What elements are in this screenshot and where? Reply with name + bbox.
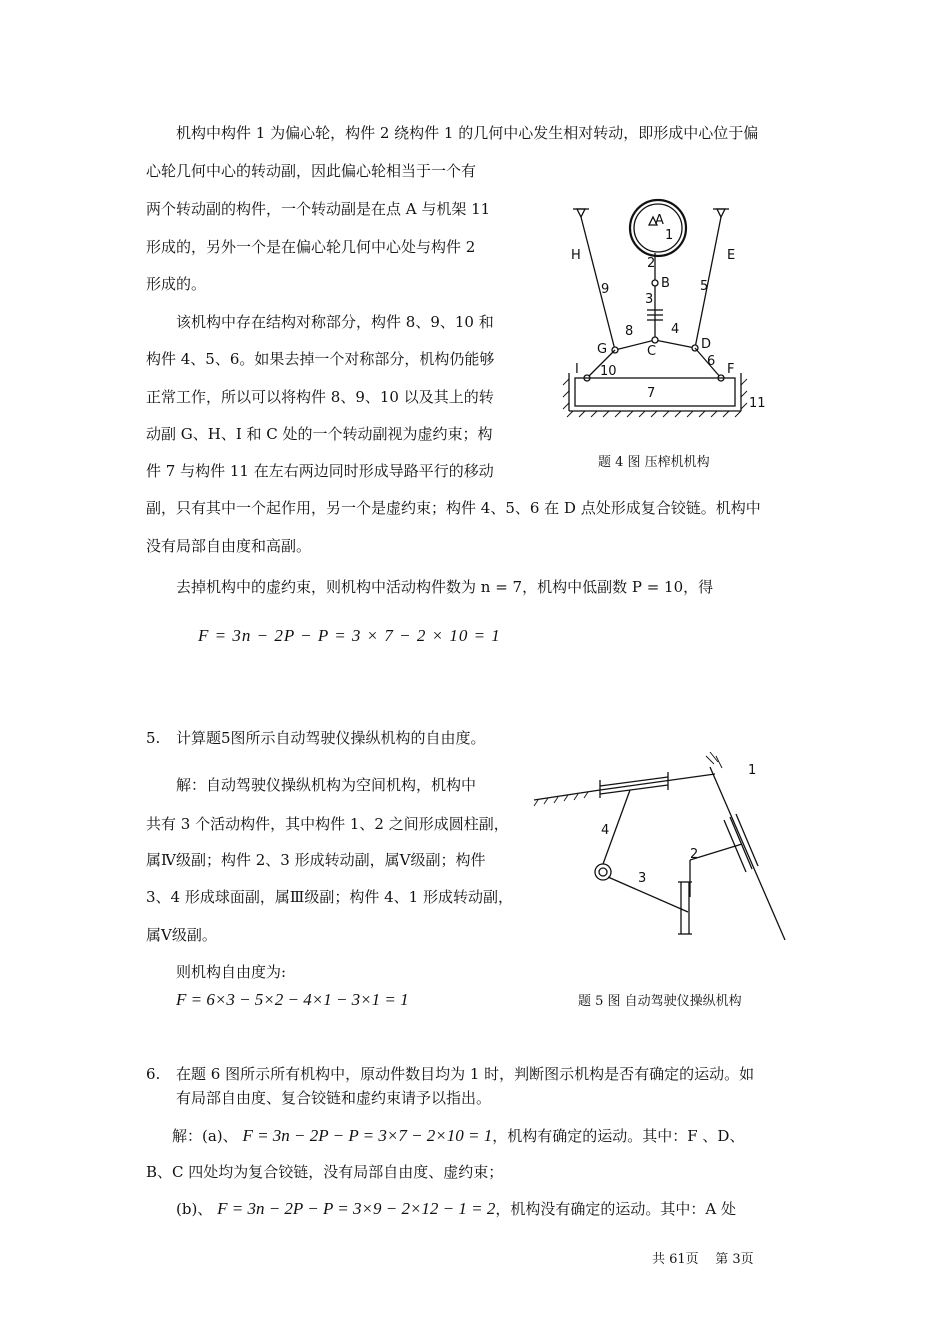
s4-p2-line3: 正常工作，所以可以将构件 8、9、10 以及其上的转 [146, 388, 494, 406]
fig5-label-3: 3 [638, 871, 647, 886]
figure-5-autopilot-mechanism [530, 752, 790, 952]
s6-a-prefix: 解：(a)、 [172, 1127, 238, 1145]
fig4-label-F: F [727, 362, 735, 377]
fig4-label-1: 1 [665, 228, 674, 243]
fig5-label-2: 2 [690, 847, 699, 862]
s6-answer-a [172, 1126, 744, 1146]
fig4-label-G: G [597, 342, 608, 357]
fig4-label-5: 5 [700, 279, 709, 294]
s5-solution-line4: 3、4 形成球面副，属Ⅲ级副；构件 4、1 形成转动副， [146, 888, 513, 906]
s4-p2-line6: 副，只有其中一个起作用，另一个是虚约束；构件 4、5、6 在 D 点处形成复合铰链。机构中 [146, 499, 761, 517]
s6-answer-b [176, 1199, 736, 1219]
s6-b-equation: F = 3n − 2P − P = 3×9 − 2×12 − 1 = 2 [217, 1199, 496, 1218]
figure-4-press-mechanism [555, 195, 775, 440]
fig4-label-2: 2 [647, 256, 656, 271]
fig4-label-B: B [661, 276, 670, 291]
s5-solution-line3: 属Ⅳ级副；构件 2、3 形成转动副，属Ⅴ级副；构件 [146, 851, 486, 869]
s6-answer-a-line2: B、C 四处均为复合铰链，没有局部自由度、虚约束； [146, 1163, 504, 1181]
fig4-label-3: 3 [645, 292, 654, 307]
s5-equation: F = 6×3 − 5×2 − 4×1 − 3×1 = 1 [176, 990, 409, 1009]
s5-dof-intro: 则机构自由度为: [176, 963, 287, 981]
s6-question-line1: 在题 6 图所示所有机构中，原动件数目均为 1 时，判断图示机构是否有确定的运动。如 [176, 1065, 755, 1083]
fig5-label-4: 4 [601, 823, 610, 838]
s6-b-prefix: (b)、 [176, 1200, 213, 1218]
figure-5-caption: 题 5 图 自动驾驶仪操纵机构 [578, 994, 742, 1009]
figure-4-caption: 题 4 图 压榨机机构 [598, 455, 710, 470]
fig4-label-I: I [575, 362, 579, 377]
fig4-label-6: 6 [707, 354, 716, 369]
fig4-label-H: H [571, 248, 581, 263]
fig4-label-10: 10 [600, 364, 617, 379]
fig4-label-9: 9 [601, 282, 610, 297]
s5-number: 5. [146, 729, 161, 747]
s4-p1-line2: 心轮几何中心的转动副，因此偏心轮相当于一个有 [146, 162, 477, 180]
s5-title: 计算题5图所示自动驾驶仪操纵机构的自由度。 [176, 729, 486, 747]
footer-current-page: 第 3页 [715, 1252, 754, 1267]
s6-a-suffix: ，机构有确定的运动。其中：F 、D、 [492, 1127, 745, 1145]
s4-p1-line3: 两个转动副的构件，一个转动副是在点 A 与机架 11 [146, 200, 491, 218]
s4-p1-line5: 形成的。 [146, 275, 207, 293]
s5-solution-line2: 共有 3 个活动构件，其中构件 1、2 之间形成圆柱副， [146, 815, 509, 833]
fig4-label-7: 7 [647, 386, 656, 401]
footer-total-pages: 共 61页 [652, 1252, 699, 1267]
s4-p2-line1: 该机构中存在结构对称部分，构件 8、9、10 和 [176, 313, 494, 331]
fig4-label-8: 8 [625, 324, 634, 339]
s4-p1-line4: 形成的，另外一个是在偏心轮几何中心处与构件 2 [146, 238, 476, 256]
fig4-label-E: E [727, 248, 736, 263]
s4-equation: F = 3n − 2P − P = 3 × 7 − 2 × 10 = 1 [198, 626, 501, 645]
s4-p1-line1: 机构中构件 1 为偏心轮，构件 2 绕构件 1 的几何中心发生相对转动，即形成中心位于偏 [176, 124, 759, 142]
s4-p2-line4: 动副 G、H、I 和 C 处的一个转动副视为虚约束；构 [146, 425, 493, 443]
fig4-label-11: 11 [749, 396, 766, 411]
fig4-label-D: D [701, 337, 712, 352]
s6-a-equation: F = 3n − 2P − P = 3×7 − 2×10 = 1 [242, 1126, 493, 1145]
s5-solution-line1: 解：自动驾驶仪操纵机构为空间机构，机构中 [176, 776, 477, 794]
fig4-label-C: C [647, 344, 657, 359]
s6-number: 6. [146, 1065, 161, 1083]
fig4-label-4: 4 [671, 322, 680, 337]
fig5-label-1: 1 [748, 763, 757, 778]
s4-p2-line5: 件 7 与构件 11 在左右两边同时形成导路平行的移动 [146, 462, 494, 480]
s4-p3: 去掉机构中的虚约束，则机构中活动构件数为 n = 7，机构中低副数 P = 10，得 [176, 578, 714, 596]
footer-page-info [652, 1248, 754, 1267]
s6-b-suffix: ，机构没有确定的运动。其中：A 处 [495, 1200, 736, 1218]
s5-solution-line5: 属Ⅴ级副。 [146, 926, 217, 944]
s4-p2-line7: 没有局部自由度和高副。 [146, 537, 312, 555]
s6-question-line2: 有局部自由度、复合铰链和虚约束请予以指出。 [176, 1089, 492, 1107]
s4-p2-line2: 构件 4、5、6。如果去掉一个对称部分，机构仍能够 [146, 350, 495, 368]
fig4-label-A: A [655, 213, 664, 228]
